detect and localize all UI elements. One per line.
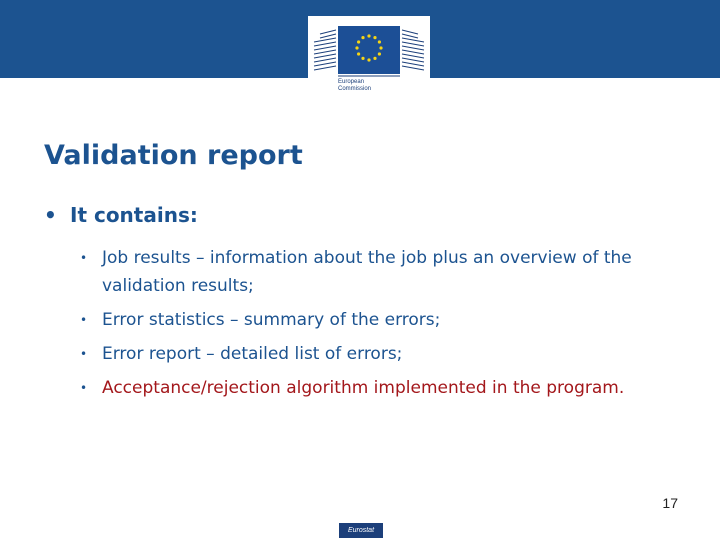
bullet-dot-icon: •	[44, 203, 57, 227]
slide-title: Validation report	[44, 140, 303, 171]
list-item-text: Error report – detailed list of errors;	[102, 344, 403, 364]
sub-bullet-list	[80, 244, 680, 408]
european-commission-logo	[308, 16, 430, 100]
bullet-dot-icon: •	[80, 381, 88, 395]
list-item	[80, 374, 680, 402]
page-number: 17	[662, 495, 678, 511]
list-item-text: Acceptance/rejection algorithm implemented in the program.	[102, 378, 625, 398]
list-item	[80, 244, 680, 300]
bullet-dot-icon: •	[80, 313, 88, 327]
bullet-dot-icon: •	[80, 251, 88, 265]
logo-text: European Commission	[338, 79, 372, 92]
main-bullet-text: It contains:	[70, 203, 198, 227]
main-bullet	[44, 203, 198, 227]
eurostat-badge: Eurostat	[339, 523, 383, 538]
list-item	[80, 306, 680, 334]
list-item-text: Job results – information about the job plus an overview of the validation results;	[102, 248, 632, 296]
list-item-text: Error statistics – summary of the errors;	[102, 310, 441, 330]
list-item	[80, 340, 680, 368]
bullet-dot-icon: •	[80, 347, 88, 361]
